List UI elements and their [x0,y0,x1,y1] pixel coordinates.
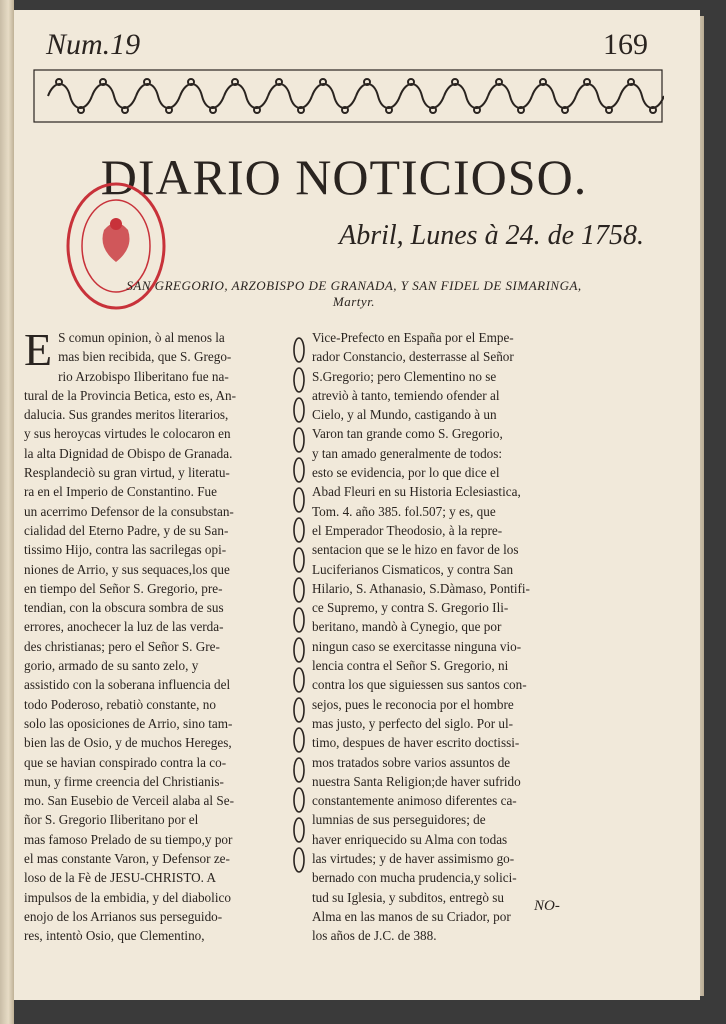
left-column-line: mo. San Eusebio de Verceil alaba al Se- [24,793,234,809]
right-column-line: atreviò à tanto, temiendo ofender al [312,387,500,403]
newspaper-title: DIARIO NOTICIOSO. [100,149,588,205]
right-column-line: nuestra Santa Religion;de haver sufrido [312,773,521,789]
right-column-line: sejos, pues le reconocia por el hombre [312,696,514,712]
saints-heading-line1: SAN GREGORIO, ARZOBISPO DE GRANADA, Y SAN FIDEL DE SIMARINGA, [126,278,582,293]
left-column-line: res, intentò Osio, que Clementino, [24,928,205,944]
left-column-line: tissimo Hijo, contra las sacrilegas opi- [24,542,227,558]
left-column-line: Resplandeciò su gran virtud, y literatu- [24,465,230,481]
left-column-line: assistido con la soberana influencia del [24,677,231,693]
right-column-line: S.Gregorio; pero Clementino no se [312,368,497,384]
left-column-line: ra en el Imperio de Constantino. Fue [24,484,218,500]
right-column-line: Luciferianos Cismaticos, y contra San [312,561,514,577]
left-column-line: bien las de Osio, y de muchos Hereges, [24,735,232,751]
right-column-line: Vice-Prefecto en España por el Empe- [312,330,514,345]
right-column-line: Hilario, S. Athanasio, S.Dàmaso, Pontifi- [312,580,530,596]
right-column-line: Alma en las manos de su Criador, por [312,908,511,924]
left-column-line: cialidad del Eterno Padre, y de su San- [24,522,229,538]
right-column-line: esto se evidencia, por lo que dice el [312,465,500,481]
left-column-line: dalucia. Sus grandes meritos literarios, [24,407,229,423]
left-column-line: en tiempo del Señor S. Gregorio, pre- [24,580,223,596]
right-column-line: los años de J.C. de 388. [312,928,437,944]
left-column [24,324,286,946]
left-column-line: mas bien recibida, que S. Grego- [58,349,232,365]
saints-heading [34,278,674,310]
left-column-line: rio Arzobispo Iliberitano fue na- [58,368,229,384]
issue-date: Abril, Lunes à 24. de 1758. [339,220,644,251]
right-column-line: las virtudes; y de haver assimismo go- [312,851,515,867]
right-column-line: lencia contra el Señor S. Gregorio, ni [312,658,509,674]
left-column-line: mas famoso Prelado de su tiempo,y por [24,831,233,847]
drop-cap: E [24,324,53,375]
right-column-line: Abad Fleuri en su Historia Eclesiastica, [312,484,521,500]
left-column-line: errores, anochecer la luz de las verda- [24,619,224,635]
column-divider [286,328,312,888]
left-column-line: tendian, con la obscura sombra de sus [24,600,224,616]
left-column-line: tural de la Provincia Betica, esto es, An- [24,387,237,403]
right-column-line: haver enriquecido su Alma con todas [312,831,508,847]
page-number: 169 [603,28,648,61]
left-column-line: todo Poderoso, rebatiò constante, no [24,696,216,712]
right-column-line: lumnias de sus perseguidores; de [312,812,486,828]
right-column-line: bernado con mucha prudencia,y solici- [312,870,517,886]
left-column-line: enojo de los Arrianos sus perseguido- [24,908,223,924]
page-header [32,28,662,68]
right-column-line: ningun caso se exercitasse ninguna vio- [312,638,522,654]
left-column-line: y sus heroycas virtudes le colocaron en [24,426,231,442]
right-column-line: sentacion que se le hizo en favor de los [312,542,519,558]
left-column-line: des christianas; pero el Señor S. Gre- [24,638,220,654]
right-column-line: y tan amado generalmente de todos: [312,445,503,461]
right-column-line: constantemente animoso diferentes ca- [312,793,517,809]
right-column-line: el Emperador Theodosio, à la repre- [312,522,503,538]
right-column [312,328,574,946]
previous-page-edge [0,0,14,1024]
left-column-line: impulsos de la embidia, y del diabolico [24,889,231,905]
left-column-line: un acerrimo Defensor de la consubstan- [24,503,234,519]
right-column-line: beritano, mandò à Cynegio, que por [312,619,502,635]
right-column-line: mas justo, y perfecto del siglo. Por ul- [312,715,514,731]
saints-heading-line2: Martyr. [332,294,376,309]
right-column-line: timo, despues de haver escrito doctissi- [312,735,520,751]
left-column-line: loso de la Fè de JESU-CHRISTO. A [24,870,217,886]
left-column-line: solo las oposiciones de Arrio, sino tam- [24,715,233,731]
left-column-line: S comun opinion, ò al menos la [58,330,225,345]
left-column-line: niones de Arrio, y sus sequaces,los que [24,561,230,577]
left-column-line: ñor S. Gregorio Iliberitano por el [24,812,199,828]
right-column-line: Varon tan grande como S. Gregorio, [312,426,503,442]
left-column-line: que se havian conspirado contra la co- [24,754,227,770]
right-column-line: Cielo, y al Mundo, castigando à un [312,407,497,423]
right-column-line: mos tratados sobre varios assuntos de [312,754,511,770]
left-column-line: el mas constante Varon, y Defensor ze- [24,851,230,867]
left-column-line: gorio, armado de su santo zelo, y [24,658,199,674]
right-column-line: Tom. 4. año 385. fol.507; y es, que [312,503,496,519]
catchword: NO- [534,898,560,914]
issue-number: Num.19 [46,28,141,61]
left-column-line: la alta Dignidad de Obispo de Granada. [24,445,233,461]
right-column-line: tud su Iglesia, y subditos, entregò su [312,889,504,905]
right-column-line: rador Constancio, desterrasse al Señor [312,349,514,365]
right-column-line: ce Supremo, y contra S. Gregorio Ili- [312,600,509,616]
ornament-band [32,68,664,124]
right-column-line: contra los que siguiessen sus santos con- [312,677,527,693]
newspaper-page [14,10,700,1000]
left-column-line: mun, y firme creencia del Christianis- [24,773,224,789]
